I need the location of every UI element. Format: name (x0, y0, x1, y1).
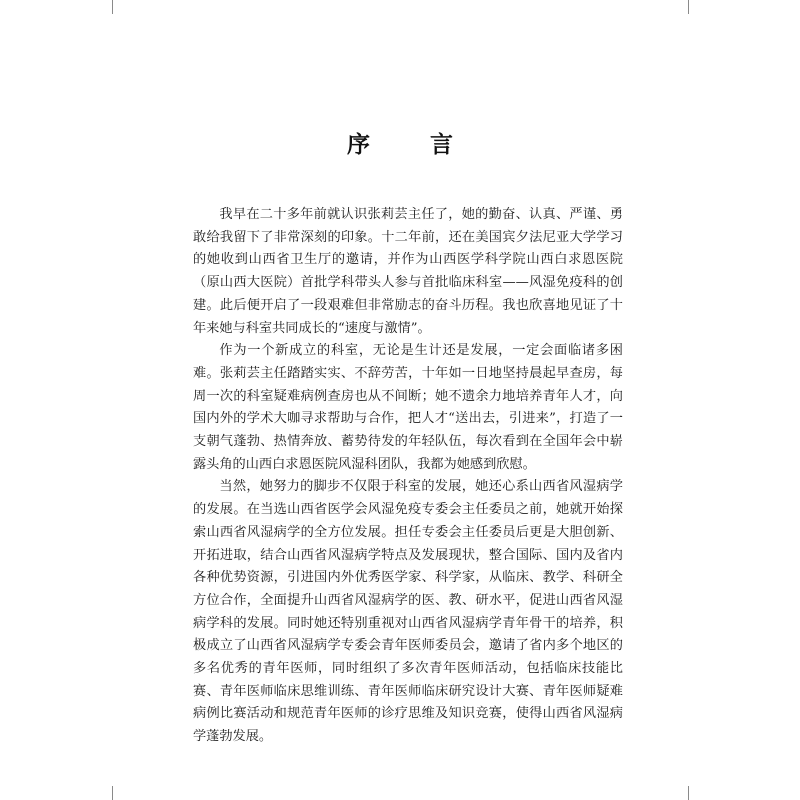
crop-mark-top-left (112, 0, 113, 14)
paragraph-1: 我早在二十多年前就认识张莉芸主任了，她的勤奋、认真、严谨、勇敢给我留下了非常深刻的印象。十二年前，还在美国宾夕法尼亚大学学习的她收到山西省卫生厅的邀请，并作为山西医学科学院山西白求恩医院（原山西大医院）首批学科带头人参与首批临床科室——风湿免疫科的创建。此后便开启了一段艰难但非常励志的奋斗历程。我也欣喜地见证了十年来她与科室共同成长的“速度与激情”。 (193, 207, 623, 336)
page-title: 序 言 (346, 132, 479, 158)
crop-mark-bottom-right (688, 786, 689, 800)
paragraph-3: 当然，她努力的脚步不仅限于科室的发展，她还心系山西省风湿病学的发展。在当选山西省医学会风湿免疫专委会主任委员之前，她就开始探索山西省风湿病学的全方位发展。担任专委会主任委员后更是大胆创新、开拓进取，结合山西省风湿病学特点及发展现状，整合国际、国内及省内各种优势资源，引进国内外优秀医学家、科学家，从临床、教学、科研全方位合作，全面提升山西省风湿病学的医、教、研水平，促进山西省风湿病学科的发展。同时她还特别重视对山西省风湿病学青年骨干的培养，积极成立了山西省风湿病学专委会青年医师委员会，邀请了省内多个地区的多名优秀的青年医师，同时组织了多次青年医师活动，包括临床技能比赛、青年医师临床思维训练、青年医师临床研究设计大赛、青年医师疑难病例比赛活动和规范青年医师的诊疗思维及知识竞赛，使得山西省风湿病学蓬勃发展。 (193, 479, 623, 745)
paragraph-2: 作为一个新成立的科室，无论是生计还是发展，一定会面临诸多困难。张莉芸主任踏踏实实、不辞劳苦，十年如一日地坚持晨起早查房，每周一次的科室疑难病例查房也从不间断；她不遗余力地培养青年人才，向国内外的学术大咖寻求帮助与合作，把人才“送出去，引进来”，打造了一支朝气蓬勃、热情奔放、蓄势待发的年轻队伍，每次看到在全国年会中崭露头角的山西白求恩医院风湿科团队，我都为她感到欣慰。 (193, 343, 623, 472)
document-body (193, 204, 623, 749)
crop-mark-bottom-left (112, 786, 113, 800)
crop-mark-top-right (688, 0, 689, 14)
